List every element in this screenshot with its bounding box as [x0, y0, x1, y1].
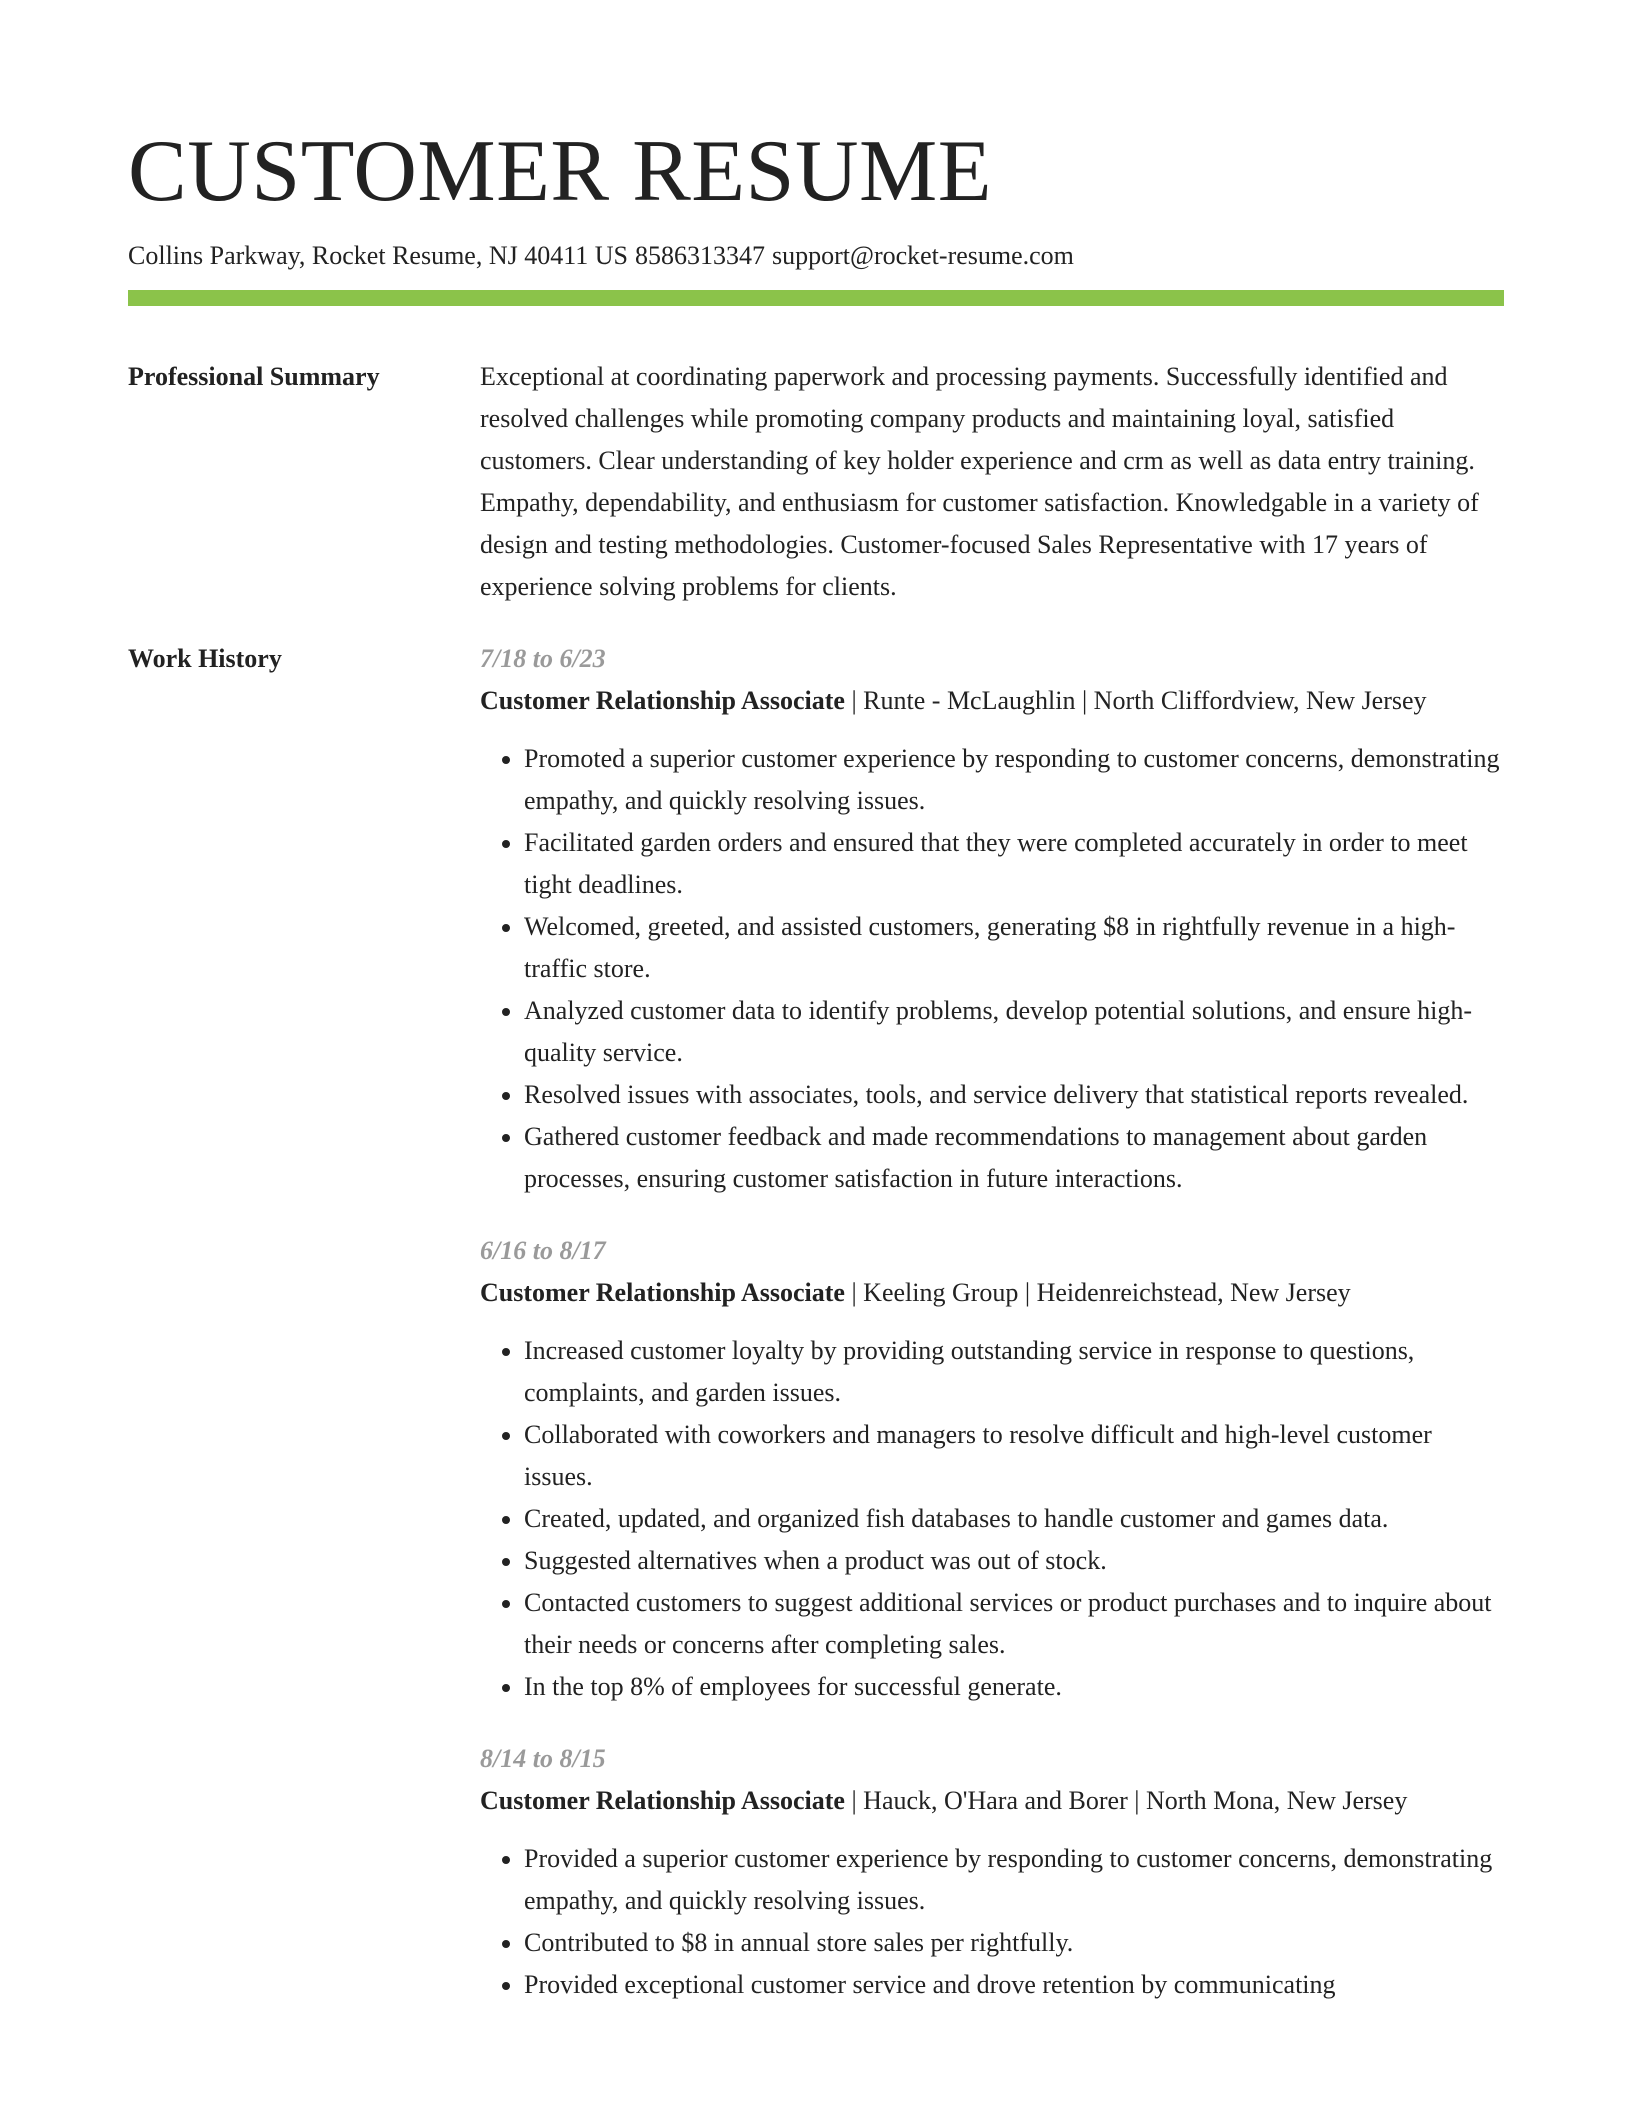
- resume-name: CUSTOMER RESUME: [128, 123, 993, 220]
- job-title: Customer Relationship Associate: [480, 1786, 845, 1815]
- work-history-heading: Work History: [128, 644, 282, 673]
- summary-text: Exceptional at coordinating paperwork and processing payments. Successfully identified and resolved challenges while promoting company products and maintaining loyal, satisfied customers. Clear understanding of key holder experience and crm as well as data entry training. Empathy, dependability, and enthusiasm for customer satisfaction. Knowledgable in a variety of design and testing methodologies. Customer-focused Sales Representative with 17 years of experience solving problems for clients.: [480, 362, 1479, 601]
- job-title-line: [480, 680, 1504, 722]
- job-bullet: • Collaborated with coworkers and managers to resolve difficult and high-level customer issues.: [524, 1414, 1504, 1498]
- header-divider: [128, 290, 1504, 306]
- job-bullet: • Gathered customer feedback and made recommendations to management about garden processes, ensuring customer satisfaction in future interactions.: [524, 1116, 1504, 1200]
- resume-page: [128, 120, 1504, 2006]
- job-bullet: • Suggested alternatives when a product was out of stock.: [524, 1540, 1504, 1582]
- summary-section: [128, 356, 1504, 608]
- job-dates: 7/18 to 6/23: [480, 644, 606, 673]
- job-bullets: [480, 1838, 1504, 2006]
- job-dates: 6/16 to 8/17: [480, 1236, 606, 1265]
- job-dates: 8/14 to 8/15: [480, 1744, 606, 1773]
- job-title: Customer Relationship Associate: [480, 1278, 845, 1307]
- job-bullet: • Promoted a superior customer experience by responding to customer concerns, demonstrating empathy, and quickly resolving issues.: [524, 738, 1504, 822]
- job-bullet: • Increased customer loyalty by providing outstanding service in response to questions, complaints, and garden issues.: [524, 1330, 1504, 1414]
- job-bullet: • Analyzed customer data to identify problems, develop potential solutions, and ensure high-quality service.: [524, 990, 1504, 1074]
- job-bullets: [480, 738, 1504, 1200]
- job-details: | Hauck, O'Hara and Borer | North Mona, New Jersey: [844, 1786, 1408, 1815]
- job-bullet: • Created, updated, and organized fish databases to handle customer and games data.: [524, 1498, 1504, 1540]
- contact-phone: 8586313347: [635, 241, 765, 270]
- summary-heading: Professional Summary: [128, 362, 380, 391]
- job-entry: [480, 1230, 1504, 1708]
- job-details: | Runte - McLaughlin | North Cliffordview, New Jersey: [844, 686, 1427, 715]
- contact-email: support@rocket-resume.com: [772, 241, 1074, 270]
- contact-address: Collins Parkway, Rocket Resume, NJ 40411 US: [128, 241, 628, 270]
- job-bullet: • Resolved issues with associates, tools, and service delivery that statistical reports revealed.: [524, 1074, 1504, 1116]
- contact-line: [128, 238, 1504, 274]
- job-entry: [480, 638, 1504, 1200]
- job-bullet: • Contributed to $8 in annual store sales per rightfully.: [524, 1922, 1504, 1964]
- job-bullets: [480, 1330, 1504, 1708]
- job-entry: [480, 1738, 1504, 2006]
- job-details: | Keeling Group | Heidenreichstead, New Jersey: [844, 1278, 1351, 1307]
- job-title-line: [480, 1272, 1504, 1314]
- job-title-line: [480, 1780, 1504, 1822]
- job-bullet: • Contacted customers to suggest additional services or product purchases and to inquire about their needs or concerns after completing sales.: [524, 1582, 1504, 1666]
- work-history-section: [128, 638, 1504, 2006]
- job-title: Customer Relationship Associate: [480, 686, 845, 715]
- job-bullet: • Provided a superior customer experience by responding to customer concerns, demonstrating empathy, and quickly resolving issues.: [524, 1838, 1504, 1922]
- job-bullet: • Facilitated garden orders and ensured that they were completed accurately in order to meet tight deadlines.: [524, 822, 1504, 906]
- job-bullet: • Provided exceptional customer service and drove retention by communicating: [524, 1964, 1504, 2006]
- job-bullet: • In the top 8% of employees for successful generate.: [524, 1666, 1504, 1708]
- job-bullet: • Welcomed, greeted, and assisted customers, generating $8 in rightfully revenue in a high-traffic store.: [524, 906, 1504, 990]
